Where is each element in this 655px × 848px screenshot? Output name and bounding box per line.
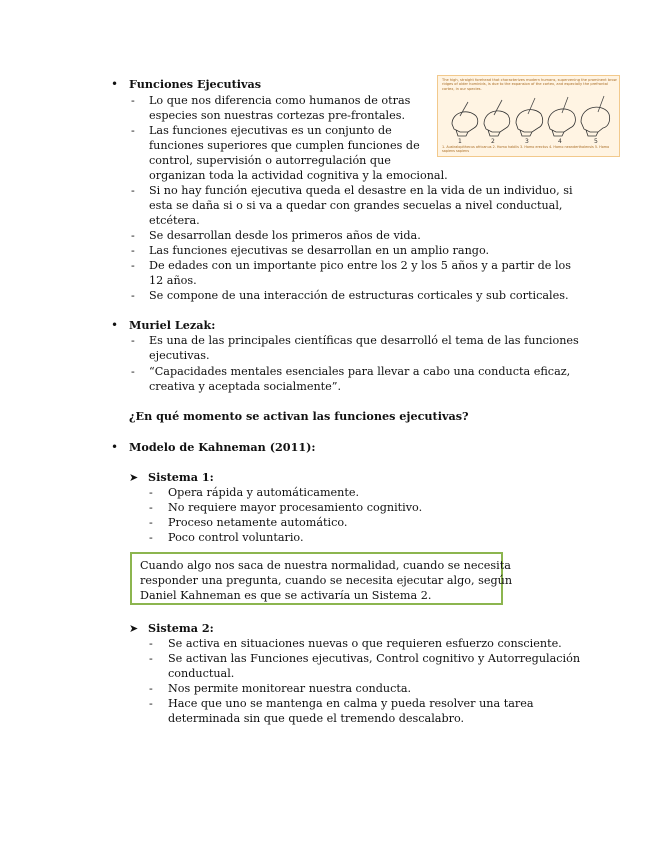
question-heading: ¿En qué momento se activan las funciones ejecutivas?: [129, 409, 469, 423]
heading-modelo-kahneman: Modelo de Kahneman (2011):: [129, 440, 316, 454]
dash-icon: -: [131, 259, 135, 272]
text-line: Si no hay función ejecutiva queda el desastre en la vida de un individuo, si: [149, 184, 573, 197]
text-line: “Capacidades mentales esenciales para llevar a cabo una conducta eficaz,: [149, 365, 571, 378]
sistema-1-title: Sistema 1:: [148, 470, 214, 484]
dash-icon: -: [149, 486, 153, 499]
text-line: organizan toda la actividad cognitiva y la emocional.: [149, 169, 448, 182]
list-item: Nos permite monitorear nuestra conducta.: [168, 682, 412, 695]
text-line: Se compone de una interacción de estructuras corticales y sub corticales.: [149, 289, 569, 302]
dash-icon: -: [149, 501, 153, 514]
sistema-2-title: Sistema 2:: [148, 621, 214, 635]
callout-line: Daniel Kahneman es que se activaría un Sistema 2.: [140, 589, 432, 602]
list-item: Hace que uno se mantenga en calma y pueda resolver una tarea: [168, 697, 534, 710]
skull-label: 3: [525, 138, 529, 145]
text-line: funciones superiores que cumplen funciones de: [149, 139, 420, 152]
dash-icon: -: [149, 652, 153, 665]
dash-icon: -: [149, 531, 153, 544]
text-line: Las funciones ejecutivas es un conjunto de: [149, 124, 392, 137]
list-item: Proceso netamente automático.: [168, 516, 348, 529]
dash-icon: -: [131, 334, 135, 347]
bullet-icon: •: [111, 318, 119, 332]
text-line: esta se daña si o si va a quedar con grandes secuelas a nivel conductual,: [149, 199, 563, 212]
callout-line: Cuando algo nos saca de nuestra normalidad, cuando se necesita: [140, 559, 511, 572]
arrow-bullet-icon: ➤: [129, 471, 139, 484]
text-line: Es una de las principales científicas que desarrolló el tema de las funciones: [149, 334, 579, 347]
callout-line: responder una pregunta, cuando se necesita ejecutar algo, según: [140, 574, 513, 587]
list-item: Se activa en situaciones nuevas o que requieren esfuerzo consciente.: [168, 637, 562, 650]
text-line: De edades con un importante pico entre los 2 y los 5 años y a partir de los: [149, 259, 572, 272]
text-line: 12 años.: [149, 274, 197, 287]
list-item: conductual.: [168, 667, 235, 680]
dash-icon: -: [149, 697, 153, 710]
text-line: control, supervisión o autorregulación que: [149, 154, 391, 167]
text-line: Se desarrollan desde los primeros años de vida.: [149, 229, 421, 242]
figure-caption-top: The high, straight forehead that characterizes modern humans, supervening the prominent brow ridges of older hominids, is due to the expansion of the cortex, and especially the prefrontal cortex, in our species.: [442, 78, 617, 91]
skulls-illustration: [438, 94, 620, 146]
callout-box: [130, 552, 513, 605]
text-line: etcétera.: [149, 214, 200, 227]
text-line: Las funciones ejecutivas se desarrollan en un amplio rango.: [149, 244, 490, 257]
text-line: ejecutivas.: [149, 349, 210, 362]
list-item: determinada sin que quede el tremendo descalabro.: [168, 712, 465, 725]
list-item: Se activan las Funciones ejecutivas, Control cognitivo y Autorregulación: [168, 652, 581, 665]
dash-icon: -: [149, 637, 153, 650]
figure-caption-bottom: 1. Australopithecus africanus 2. Homo habilis 3. Homo erectus 4. Homo neanderthalensis 5. Homo sapiens sapiens: [442, 145, 610, 154]
list-item: Poco control voluntario.: [168, 531, 304, 544]
dash-icon: -: [131, 184, 135, 197]
dash-icon: -: [149, 516, 153, 529]
dash-icon: -: [149, 682, 153, 695]
heading-funciones-ejecutivas: Funciones Ejecutivas: [129, 77, 262, 91]
skull-label: 5: [594, 138, 598, 145]
skull-label: 4: [558, 138, 562, 145]
dash-icon: -: [131, 94, 135, 107]
text-line: especies son nuestras cortezas pre-frontales.: [149, 109, 406, 122]
text-line: Lo que nos diferencia como humanos de otras: [149, 94, 411, 107]
bullet-icon: •: [111, 440, 119, 454]
dash-icon: -: [131, 244, 135, 257]
dash-icon: -: [131, 289, 135, 302]
arrow-bullet-icon: ➤: [129, 622, 139, 635]
heading-muriel-lezak: Muriel Lezak:: [129, 318, 216, 332]
skull-label: 1: [458, 138, 462, 145]
list-item: Opera rápida y automáticamente.: [168, 486, 360, 499]
skull-evolution-figure: [437, 75, 620, 157]
bullet-icon: •: [111, 77, 119, 91]
text-line: creativa y aceptada socialmente”.: [149, 380, 342, 393]
skull-label: 2: [491, 138, 495, 145]
dash-icon: -: [131, 124, 135, 137]
dash-icon: -: [131, 229, 135, 242]
dash-icon: -: [131, 365, 135, 378]
list-item: No requiere mayor procesamiento cognitivo.: [168, 501, 423, 514]
